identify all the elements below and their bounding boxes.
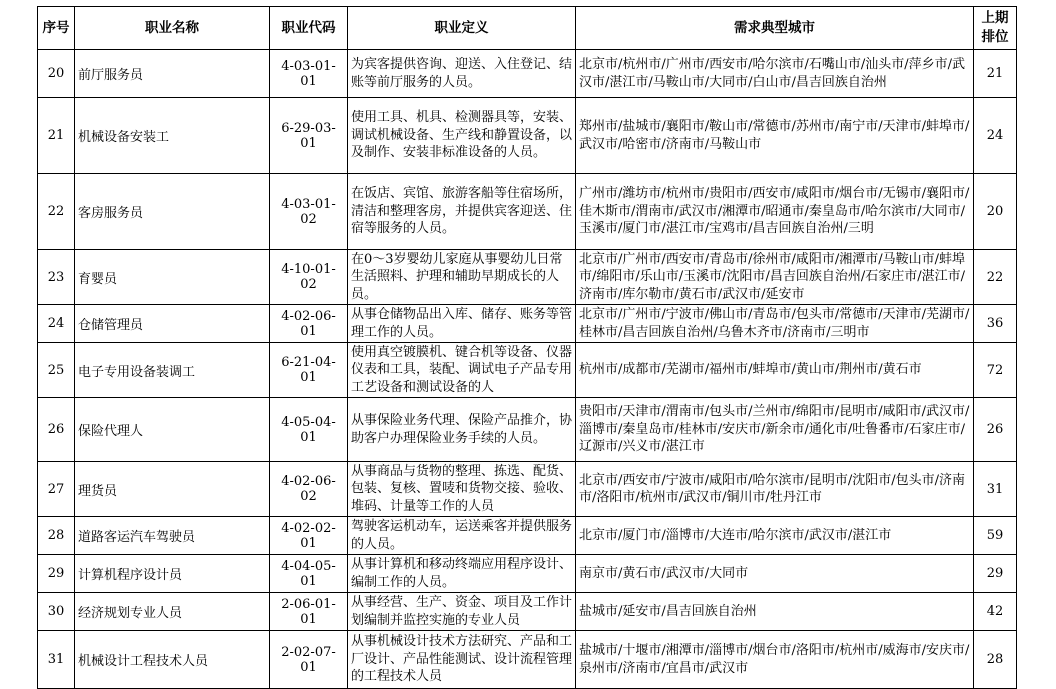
cell-typical-cities [576,174,974,250]
table-row [38,305,1017,343]
cell-occupation-definition [348,174,576,250]
cell-typical-cities [576,462,974,517]
cell-previous-rank: 20 [974,174,1017,250]
cell-occupation-code: 4-10-01-02 [270,250,348,305]
cell-occupation-name: 道路客运汽车驾驶员 [75,517,270,555]
cell-seq: 28 [38,517,75,555]
cell-occupation-code: 6-29-03-01 [270,98,348,174]
cell-occupation-definition-text: 从事计算机和移动终端应用程序设计、编制工作的人员。 [351,557,572,590]
cell-typical-cities-text: 广州市/潍坊市/杭州市/贵阳市/西安市/咸阳市/烟台市/无锡市/襄阳市/佳木斯市/渭南市/武汉市/湘潭市/昭通市/秦皇岛市/哈尔滨市/大同市/玉溪市/厦门市/湛江市/宝鸡市/昌吉回族自治州/三明 [579,186,970,237]
cell-occupation-code: 4-05-04-01 [270,398,348,462]
cell-occupation-definition-text: 使用真空镀膜机、键合机等设备、仪器仪表和工具，装配、调试电子产品专用工艺设备和测试设备的人 [351,344,572,395]
cell-occupation-definition [348,517,576,555]
cell-typical-cities-text: 盐城市/十堰市/湘潭市/淄博市/烟台市/洛阳市/杭州市/威海市/安庆市/泉州市/济南市/宜昌市/武汉市 [579,643,970,676]
cell-occupation-name: 理货员 [75,462,270,517]
table-row [38,50,1017,98]
table-header-row [38,7,1017,50]
cell-occupation-definition-text: 在饭店、宾馆、旅游客船等住宿场所，清洁和整理客房，并提供宾客迎送、住宿等服务的人员。 [351,186,572,237]
cell-previous-rank: 21 [974,50,1017,98]
cell-occupation-name: 电子专用设备装调工 [75,343,270,398]
cell-typical-cities-text: 盐城市/延安市/昌吉回族自治州 [579,603,757,619]
header-previous-rank-line2: 排位 [981,29,1009,45]
table-row [38,98,1017,174]
cell-typical-cities [576,98,974,174]
cell-typical-cities-text: 郑州市/盐城市/襄阳市/鞍山市/常德市/苏州市/南宁市/天津市/蚌埠市/武汉市/哈密市/济南市/马鞍山市 [579,119,970,152]
cell-occupation-definition [348,593,576,631]
cell-typical-cities-text: 杭州市/成都市/芜湖市/福州市/蚌埠市/黄山市/荆州市/黄石市 [579,362,922,378]
cell-typical-cities-text: 北京市/广州市/宁波市/佛山市/青岛市/包头市/常德市/天津市/芜湖市/桂林市/昌吉回族自治州/乌鲁木齐市/济南市/三明市 [579,307,970,340]
cell-seq: 23 [38,250,75,305]
cell-typical-cities-text: 北京市/西安市/宁波市/咸阳市/哈尔滨市/昆明市/沈阳市/包头市/济南市/洛阳市/杭州市/武汉市/铜川市/牡丹江市 [579,472,966,505]
cell-occupation-code: 4-03-01-01 [270,50,348,98]
cell-occupation-definition [348,398,576,462]
cell-occupation-definition [348,250,576,305]
cell-previous-rank: 31 [974,462,1017,517]
cell-typical-cities [576,593,974,631]
cell-typical-cities [576,305,974,343]
cell-occupation-code: 2-02-07-01 [270,631,348,689]
cell-typical-cities [576,631,974,689]
cell-occupation-definition [348,305,576,343]
cell-previous-rank: 26 [974,398,1017,462]
cell-occupation-code: 4-02-02-01 [270,517,348,555]
cell-seq: 27 [38,462,75,517]
cell-typical-cities [576,250,974,305]
cell-occupation-definition [348,631,576,689]
header-previous-rank [974,7,1017,50]
cell-occupation-code: 6-21-04-01 [270,343,348,398]
cell-occupation-code: 4-03-01-02 [270,174,348,250]
cell-typical-cities [576,398,974,462]
cell-typical-cities-text: 北京市/广州市/西安市/青岛市/徐州市/咸阳市/湘潭市/马鞍山市/蚌埠市/绵阳市/乐山市/玉溪市/沈阳市/昌吉回族自治州/石家庄市/湛江市/济南市/库尔勒市/黄石市/武汉市/延安市 [579,251,966,302]
cell-previous-rank: 22 [974,250,1017,305]
cell-occupation-definition [348,98,576,174]
cell-previous-rank: 36 [974,305,1017,343]
cell-occupation-definition [348,462,576,517]
cell-occupation-definition-text: 驾驶客运机动车，运送乘客并提供服务的人员。 [351,519,572,552]
cell-typical-cities-text: 南京市/黄石市/武汉市/大同市 [579,565,749,581]
cell-seq: 24 [38,305,75,343]
cell-occupation-definition-text: 为宾客提供咨询、迎送、入住登记、结账等前厅服务的人员。 [351,57,572,90]
table-row [38,555,1017,593]
cell-occupation-definition [348,555,576,593]
cell-occupation-name: 仓储管理员 [75,305,270,343]
cell-previous-rank: 24 [974,98,1017,174]
cell-occupation-definition [348,343,576,398]
cell-typical-cities-text: 贵阳市/天津市/渭南市/包头市/兰州市/绵阳市/昆明市/咸阳市/武汉市/淄博市/秦皇岛市/桂林市/安庆市/新余市/通化市/吐鲁番市/石家庄市/辽源市/兴义市/湛江市 [579,404,970,455]
occupation-demand-table [37,6,1017,689]
cell-occupation-name: 机械设备安装工 [75,98,270,174]
table-row [38,517,1017,555]
header-seq: 序号 [38,7,75,50]
cell-seq: 25 [38,343,75,398]
cell-typical-cities-text: 北京市/杭州市/广州市/西安市/哈尔滨市/石嘴山市/汕头市/萍乡市/武汉市/湛江市/马鞍山市/大同市/白山市/昌吉回族自治州 [579,57,966,90]
cell-previous-rank: 42 [974,593,1017,631]
cell-occupation-name: 经济规划专业人员 [75,593,270,631]
cell-occupation-name: 计算机程序设计员 [75,555,270,593]
cell-occupation-code: 2-06-01-01 [270,593,348,631]
cell-typical-cities-text: 北京市/厦门市/淄博市/大连市/哈尔滨市/武汉市/湛江市 [579,527,892,543]
cell-seq: 31 [38,631,75,689]
cell-occupation-definition-text: 在0～3岁婴幼儿家庭从事婴幼儿日常生活照料、护理和辅助早期成长的人员。 [351,251,563,302]
cell-seq: 30 [38,593,75,631]
cell-previous-rank: 28 [974,631,1017,689]
table-row [38,398,1017,462]
cell-occupation-name: 机械设计工程技术人员 [75,631,270,689]
cell-occupation-definition-text: 从事机械设计技术方法研究、产品和工厂设计、产品性能测试、设计流程管理的工程技术人员 [351,634,572,685]
table-row [38,250,1017,305]
cell-occupation-name: 保险代理人 [75,398,270,462]
cell-occupation-name: 育婴员 [75,250,270,305]
cell-occupation-name: 前厅服务员 [75,50,270,98]
cell-occupation-definition-text: 从事经营、生产、资金、项目及工作计划编制并监控实施的专业人员 [351,595,572,628]
cell-occupation-definition-text: 从事仓储物品出入库、储存、账务等管理工作的人员。 [351,307,572,340]
cell-occupation-code: 4-02-06-02 [270,462,348,517]
cell-previous-rank: 72 [974,343,1017,398]
cell-previous-rank: 29 [974,555,1017,593]
cell-typical-cities [576,50,974,98]
cell-seq: 21 [38,98,75,174]
table-row [38,174,1017,250]
cell-occupation-definition-text: 使用工具、机具、检测器具等，安装、调试机械设备、生产线和静置设备，以及制作、安装非标准设备的人员。 [351,110,572,161]
cell-seq: 29 [38,555,75,593]
header-typical-cities: 需求典型城市 [576,7,974,50]
header-previous-rank-line1: 上期 [981,10,1009,26]
cell-occupation-code: 4-02-06-01 [270,305,348,343]
cell-occupation-definition-text: 从事商品与货物的整理、拣选、配货、包装、复核、置唛和货物交接、验收、堆码、计量等工作的人员 [351,463,572,514]
header-occupation-code: 职业代码 [270,7,348,50]
cell-seq: 26 [38,398,75,462]
cell-typical-cities [576,517,974,555]
header-occupation-name: 职业名称 [75,7,270,50]
table-row [38,343,1017,398]
table-row [38,593,1017,631]
cell-occupation-definition-text: 从事保险业务代理、保险产品推介，协助客户办理保险业务手续的人员。 [351,413,572,446]
cell-occupation-code: 4-04-05-01 [270,555,348,593]
table-row [38,462,1017,517]
cell-seq: 22 [38,174,75,250]
table-row [38,631,1017,689]
cell-typical-cities [576,343,974,398]
cell-occupation-name: 客房服务员 [75,174,270,250]
header-occupation-definition: 职业定义 [348,7,576,50]
cell-previous-rank: 59 [974,517,1017,555]
cell-occupation-definition [348,50,576,98]
cell-seq: 20 [38,50,75,98]
cell-typical-cities [576,555,974,593]
